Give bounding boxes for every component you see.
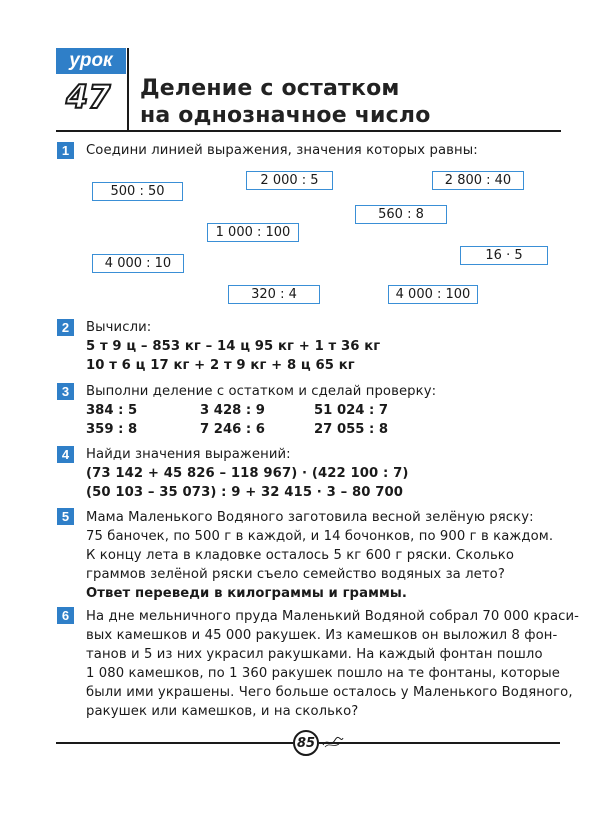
task-5-text-line: граммов зелёной ряски съело семейство водяных за лето?: [86, 567, 505, 582]
footer-ornament-icon: [322, 735, 344, 749]
task-5-text-line: Мама Маленького Водяного заготовила весной зелёную ряску:: [86, 510, 534, 525]
task-2-expression: 10 т 6 ц 17 кг + 2 т 9 кг + 8 ц 65 кг: [86, 358, 355, 373]
task-2-instruction: Вычисли:: [86, 320, 152, 335]
expression-box[interactable]: 4 000 : 10: [92, 254, 184, 273]
task-3-expression: 384 : 5: [86, 403, 138, 418]
task-3-expression: 7 246 : 6: [200, 422, 265, 437]
page-title-line-2: на однозначное число: [140, 103, 431, 128]
task-4-expression: (73 142 + 45 826 – 118 967) · (422 100 : 7): [86, 466, 409, 481]
task-number-5: 5: [57, 508, 74, 525]
task-5-text-line: 75 баночек, по 500 г в каждой, и 14 бочонков, по 900 г в каждом.: [86, 529, 554, 544]
header-divider-vertical: [127, 48, 129, 132]
page-title-line-1: Деление с остатком: [140, 76, 400, 101]
task-number-2: 2: [57, 319, 74, 336]
expression-box[interactable]: 16 · 5: [460, 246, 548, 265]
task-3-expression: 27 055 : 8: [314, 422, 389, 437]
task-5-text-line: Ответ переведи в килограммы и граммы.: [86, 586, 407, 601]
expression-box[interactable]: 4 000 : 100: [388, 285, 478, 304]
lesson-number: 47: [66, 78, 111, 116]
footer-divider-left: [56, 742, 293, 744]
task-4-instruction: Найди значения выражений:: [86, 447, 291, 462]
task-number-3: 3: [57, 383, 74, 400]
task-number-4: 4: [57, 446, 74, 463]
task-6-text-line: ракушек или камешков, и на сколько?: [86, 704, 359, 719]
expression-box[interactable]: 1 000 : 100: [207, 223, 299, 242]
task-number-6: 6: [57, 607, 74, 624]
task-number-1: 1: [57, 142, 74, 159]
expression-box[interactable]: 320 : 4: [228, 285, 320, 304]
task-4-expression: (50 103 – 35 073) : 9 + 32 415 · 3 – 80 700: [86, 485, 404, 500]
task-6-text-line: танов и 5 из них украсил ракушками. На каждый фонтан пошло: [86, 647, 543, 662]
expression-box[interactable]: 560 : 8: [355, 205, 447, 224]
task-2-expression: 5 т 9 ц – 853 кг – 14 ц 95 кг + 1 т 36 кг: [86, 339, 381, 354]
header-divider-horizontal: [56, 130, 561, 132]
task-3-instruction: Выполни деление с остатком и сделай проверку:: [86, 384, 437, 399]
expression-box[interactable]: 2 800 : 40: [432, 171, 524, 190]
task-6-text-line: были ими украшены. Чего больше осталось у Маленького Водяного,: [86, 685, 573, 700]
task-1-instruction: Соедини линией выражения, значения которых равны:: [86, 143, 478, 158]
task-5-text-line: К концу лета в кладовке осталось 5 кг 600 г ряски. Сколько: [86, 548, 515, 563]
page-number: 85: [293, 730, 319, 756]
task-6-text-line: На дне мельничного пруда Маленький Водяной собрал 70 000 краси-: [86, 609, 580, 624]
task-3-expression: 3 428 : 9: [200, 403, 265, 418]
expression-box[interactable]: 500 : 50: [92, 182, 183, 201]
task-6-text-line: 1 080 камешков, по 1 360 ракушек пошло на те фонтаны, которые: [86, 666, 560, 681]
lesson-badge: урок: [56, 48, 126, 74]
expression-box[interactable]: 2 000 : 5: [246, 171, 333, 190]
task-6-text-line: вых камешков и 45 000 ракушек. Из камешков он выложил 8 фон-: [86, 628, 558, 643]
task-3-expression: 51 024 : 7: [314, 403, 389, 418]
task-3-expression: 359 : 8: [86, 422, 138, 437]
footer-divider-right: [319, 742, 560, 744]
